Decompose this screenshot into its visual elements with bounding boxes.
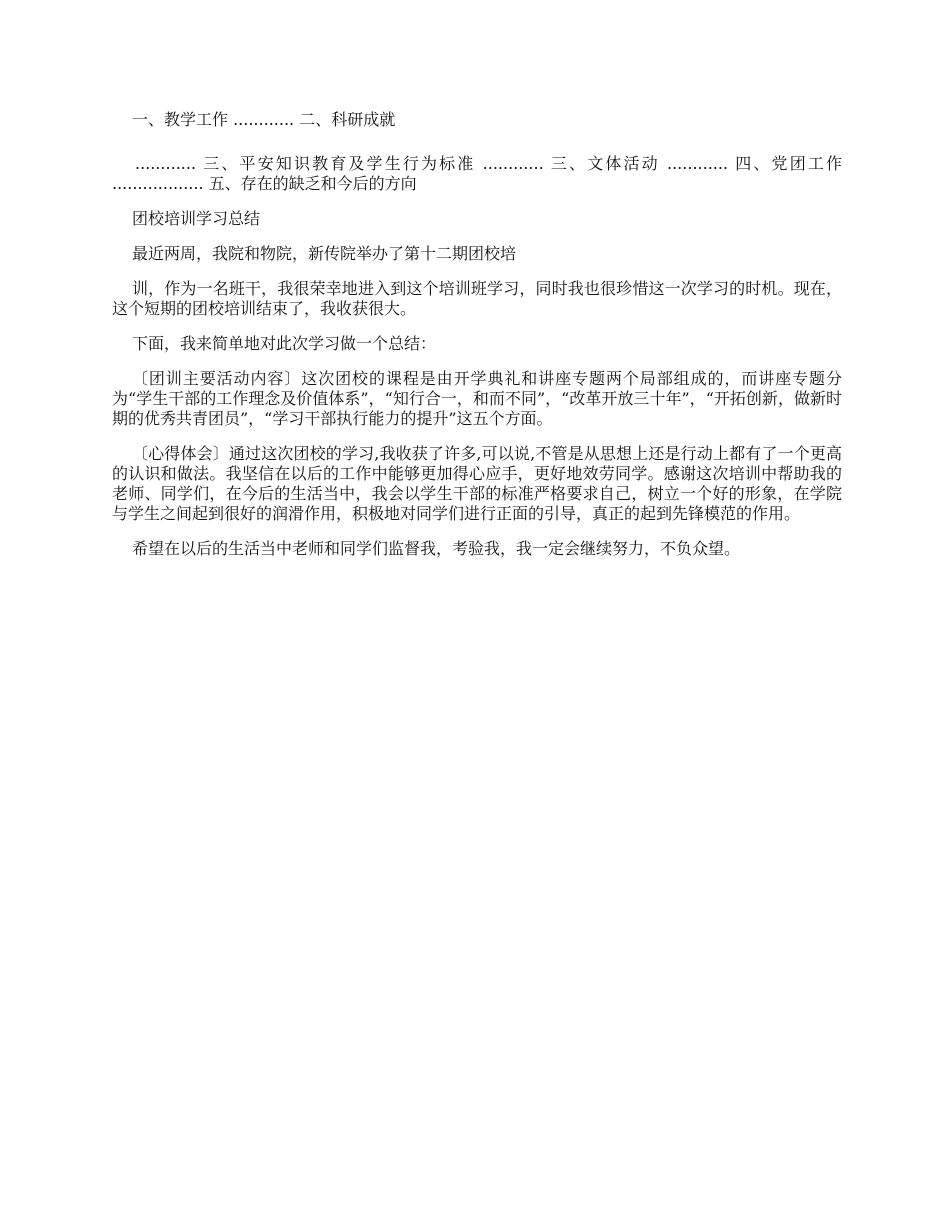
paragraph-activities: 〔团训主要活动内容〕这次团校的课程是由开学典礼和讲座专题两个局部组成的，而讲座专题分为“学生干部的工作理念及价值体系”，“知行合一，和而不同”，“改革开放三十年”，“开拓创新，做新时期的优秀共青团员”，“学习干部执行能力的提升”这五个方面。 <box>112 369 842 428</box>
paragraph-summary-lead: 下面，我来简单地对此次学习做一个总结： <box>132 334 437 353</box>
toc-line-1: 一、教学工作 ............ 二、科研成就 <box>132 110 396 129</box>
document-title: 团校培训学习总结 <box>132 209 261 228</box>
paragraph-intro: 最近两周，我院和物院，新传院举办了第十二期团校培 <box>132 244 517 263</box>
paragraph-closing: 希望在以后的生活当中老师和同学们监督我，考验我，我一定会继续努力，不负众望。 <box>132 539 741 558</box>
paragraph-experience: 〔心得体会〕通过这次团校的学习,我收获了许多,可以说,不管是从思想上还是行动上都有了一个更高的认识和做法。我坚信在以后的工作中能够更加得心应手，更好地效劳同学。感谢这次培训中帮助我的老师、同学们，在今后的生活当中，我会以学生干部的标准严格要求自己，树立一个好的形象，在学院与学生之间起到很好的润滑作用，积极地对同学们进行正面的引导，真正的起到先锋模范的作用。 <box>112 444 842 523</box>
toc-line-2: ............ 三、平安知识教育及学生行为标准 ............ 三、文体活动 ............ 四、党团工作 .................. 五、存在的缺乏和今后的方向 <box>112 154 842 193</box>
paragraph-training: 训，作为一名班干，我很荣幸地进入到这个培训班学习，同时我也很珍惜这一次学习的时机。现在，这个短期的团校培训结束了，我收获很大。 <box>112 279 842 318</box>
document-page <box>112 110 842 574</box>
